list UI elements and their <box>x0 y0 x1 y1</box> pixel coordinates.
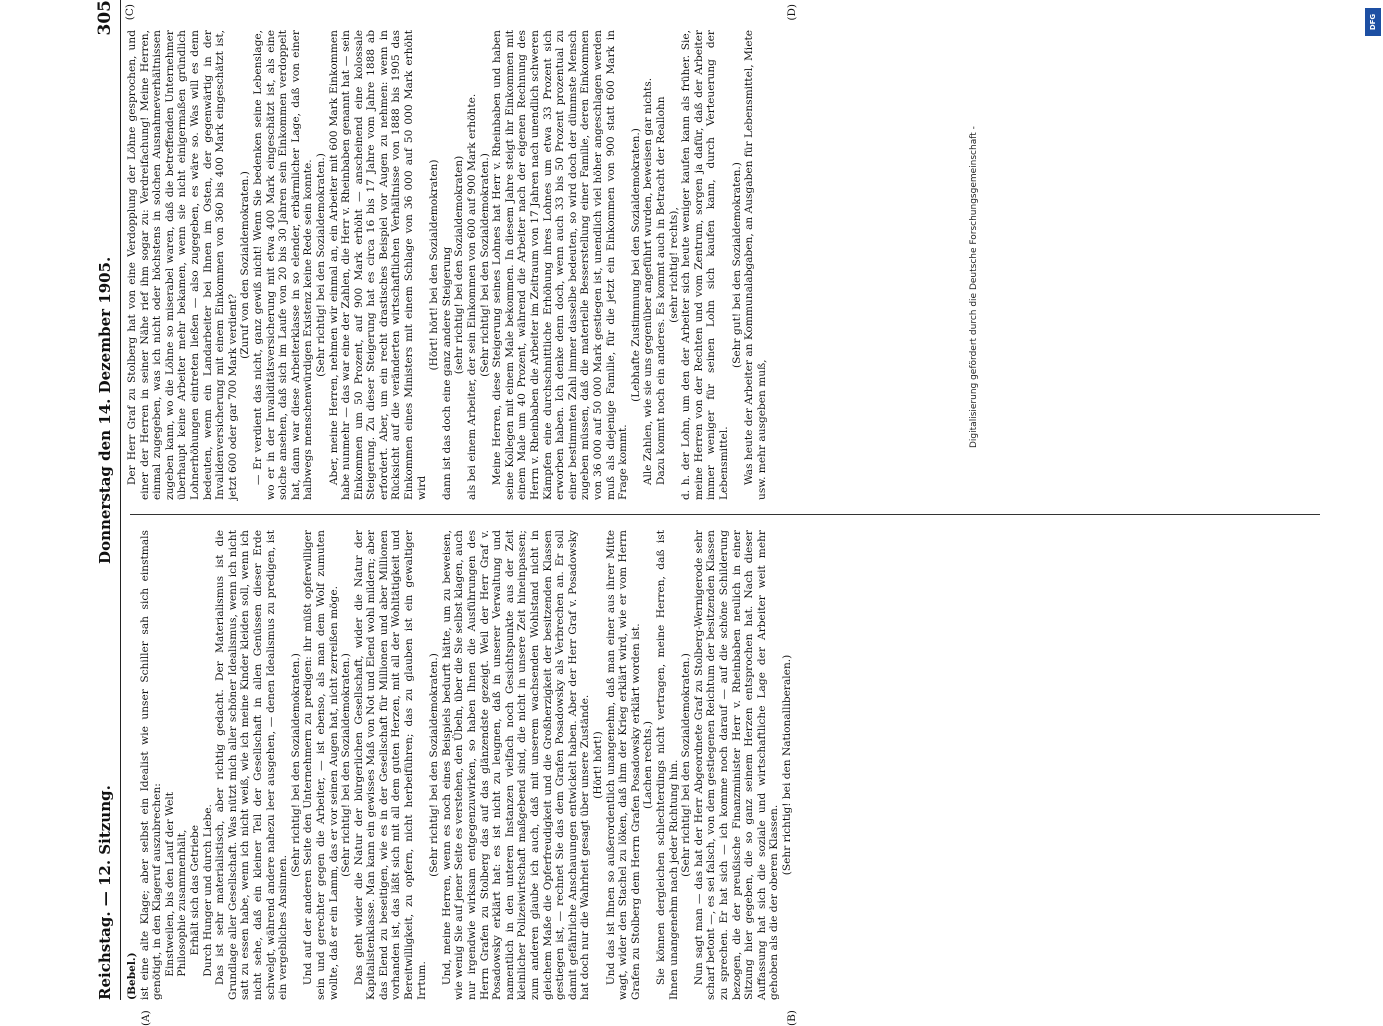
interjection: (Sehr richtig! bei den Sozialdemokraten.) <box>289 653 302 877</box>
verse-line: Durch Hunger und durch Liebe. <box>201 804 214 977</box>
interjection: (Lebhafte Zustimmung bei den Sozialdemokraten.) <box>629 128 642 402</box>
left-column <box>126 530 798 1026</box>
column-divider <box>130 514 1320 515</box>
paragraph: ist eine alte Klage; aber selbst ein Idealist wie unser Schiller sah sich einstmals genötigt, in den Klageruf auszubrechen: <box>138 530 164 1000</box>
paragraph: dann ist das doch eine ganz andere Steigerung <box>440 246 453 500</box>
paragraph: d. h. der Lohn, um den der Arbeiter sich heute weniger kaufen kann als früher. Sie, meine Herren von der Rechten und vom Zentrum, sorgen ja dafür, daß der Arbeiter immer weniger für seinen Lohn sich kaufen kann, durch Verteuerung der Lebensmittel. <box>680 30 730 500</box>
page-header <box>90 0 121 1000</box>
margin-marker-c: (C) <box>124 4 136 21</box>
interjection: (Sehr richtig! bei den Nationalliberalen.) <box>780 654 793 876</box>
header-date: Donnerstag den 14. Dezember 1905. <box>96 256 114 564</box>
verse-line: Einstweilen, bis den Lauf der Welt <box>163 792 176 977</box>
interjection: (sehr richtig! bei den Sozialdemokraten) <box>453 155 466 375</box>
paragraph: Das ist sehr materialistisch, aber richtig gedacht. Der Materialismus ist die Grundlage aller Gesellschaft. Was nützt mich aller schöner Idealismus, wenn ich nicht satt zu essen habe, wenn ich nicht weiß, wie ich meine Kinder kleiden soll, wenn ich nicht sehe, daß ein kleiner Teil der Gesellschaft in allen Genüssen dieser Erde schwelgt, während andere nahezu leer ausgehen, — denen Idealismus zu predigen, ist ein vergebliches Ansinnen. <box>214 530 290 1000</box>
rotated-page <box>60 0 1350 1026</box>
digitization-footer <box>969 8 1381 448</box>
left-column-body <box>139 530 794 1000</box>
paragraph: — Er verdient das nicht, ganz gewiß nicht! Wenn Sie bedenken seine Lebenslage, wo er in der Invaliditätsversicherung mit etwa 400 Mark eingeschätzt ist, als eine solche ansehen, daß sich im Laufe von 20 bis 30 Jahren sein Einkommen verdoppelt hat, dann war diese Arbeiterklasse in so elender, erbärmlicher Lage, daß von einer halbwegs menschenwürdigen Existenz keine Rede sein konnte. <box>251 30 315 500</box>
margin-marker-b: (B) <box>786 1010 798 1026</box>
paragraph: als bei einem Arbeiter, der sein Einkommen von 600 auf 900 Mark erhöhte. <box>466 93 479 500</box>
dfg-logo <box>1365 8 1381 36</box>
interjection: (Hört! hört!) <box>591 731 604 799</box>
digitization-note: Digitalisierung gefördert durch die Deutsche Forschungsgemeinschaft - <box>969 126 979 448</box>
paragraph: Was heute der Arbeiter an Kommunalabgaben, an Ausgaben für Lebensmittel, Miete usw. mehr ausgeben muß, <box>743 30 768 500</box>
page-number: 305 <box>95 0 115 36</box>
paragraph: Aber, meine Herren, nehmen wir einmal an, ein Arbeiter mit 600 Mark Einkommen habe nunmehr — das war eine der Zahlen, die Herr v. Rheinbaben genannt hat — sein Einkommen um 50 Prozent, auf 900 Mark erhöht — anscheinend eine kolossale Steigerung. Zu dieser Steigerung hat es circa 16 bis 17 Jahre vom Jahre 1888 ab erfordert. Aber, um ein recht drastisches Beispiel vor Augen zu nehmen: wenn in Rücksicht auf die veränderten wirtschaftlichen Verhältnisse von 1888 bis 1905 das Einkommen eines Ministers mit einem Schlage von 36 000 auf 50 000 Mark erhöht wird <box>327 30 428 500</box>
verse-line: Erhält sich das Getriebe <box>188 824 201 956</box>
paragraph: Alle Zahlen, wie sie uns gegenüber angeführt wurden, beweisen gar nichts. <box>642 77 655 486</box>
interjection: (Sehr richtig! bei den Sozialdemokraten.) <box>680 653 693 877</box>
margin-marker-a: (A) <box>140 1010 152 1026</box>
margin-marker-d: (D) <box>786 4 798 21</box>
dfg-logo-text: DFG <box>1369 13 1377 31</box>
paragraph: Und das ist Ihnen so außerordentlich unangenehm, daß man einer aus ihrer Mitte wagt, wider den Stachel zu löken, daß ihm der Krieg erklärt wird, wie er vom Herrn Grafen zu Stolberg dem Herrn Grafen Posadowsky erklärt worden ist. <box>604 530 642 1000</box>
header-session-title: Reichstag. — 12. Sitzung. <box>96 785 114 1000</box>
interjection: (Lachen rechts.) <box>642 721 655 809</box>
paragraph: Das geht wider die Natur der bürgerlichen Gesellschaft, wider die Natur der Kapitalistenklasse. Man kann ein gewisses Maß von Not und Elend wohl mildern; aber das Elend zu beseitigen, wie es in der Gesellschaft für Millionen und aber Millionen vorhanden ist, das läßt sich mit all dem guten Herzen, mit all der Wohltätigkeit und Bereitwilligkeit, zu opfern, nicht herbeiführen; das zu glauben ist ein gewaltiger Irrtum. <box>352 530 428 1000</box>
interjection: (Hört! hört! bei den Sozialdemokraten) <box>428 159 441 371</box>
right-column-body <box>126 30 768 500</box>
paragraph: Der Herr Graf zu Stolberg hat von eine Verdopplung der Löhne gesprochen, und einer der Herren in seiner Nähe rief ihm sogar zu: Verdreifachung! Meine Herren, einmal zugegeben, was ich nicht oder höchstens in solchen Ausnahmeverhältnissen zugeben kann, wo die Löhne so miserabel waren, daß die betreffenden Unternehmer überhaupt keine Arbeiter mehr bekamen, wenn sie nicht einigermaßen gründlich Lohnerhöhungen eintreten ließen — also zugegeben, es wäre so. Was will es denn bedeuten, wenn ein Landarbeiter bei Ihnen im Osten, der gegenwärtig in der Invalidenversicherung mit einem Einkommen von 360 bis 400 Mark eingeschätzt ist, jetzt 600 oder gar 700 Mark verdient? <box>126 30 239 500</box>
paragraph: Dazu kommt noch ein anderes. Es kommt auch in Betracht der Reallohn <box>654 96 667 486</box>
paragraph: Und, meine Herren, wenn es noch eines Beispiels bedurft hätte, um zu beweisen, wie wenig Sie auf jener Seite es verstehen, den Übeln, über die Sie selbst klagen, auch nur irgendwie wirksam entgegenzuwirken, so haben Ihnen die Ausführungen des Herrn Grafen zu Stolberg das auf das glänzendste gezeigt. Weil der Herr Graf v. Posadowsky erklärt hat: es ist nicht zu leugnen, daß in unserer Verwaltung und namentlich in den unteren Instanzen vielfach noch Gesichtspunkte aus der Zeit kleinlicher Polizeiwirtschaft maßgebend sind, die nicht in unsere Zeit hineinpassen; zum anderen glaube ich auch, daß mit unserem wachsenden Wohlstand nicht in gleichem Maße die Opferfreudigkeit und die Großherzigkeit der besitzenden Klassen gestiegen ist, — rechnet Sie das dem Grafen Posadowsky als Verbrechen an. Er soll damit gefährliche Anschauungen entwickelt haben. Aber der Herr Graf v. Posadowsky hat doch nur die Wahrheit gesagt über unsere Zustände. <box>440 530 592 1000</box>
interjection: (Sehr richtig! bei den Sozialdemokraten.) <box>478 153 491 377</box>
speaker-label: (Bebel.) <box>126 952 138 1000</box>
paragraph: Und auf der anderen Seite den Unternehmern zu predigen: ihr müßt opferwilliger sein und gerechter gegen die Arbeiter, — ist ebenso, als man dem Wolf zumuten wollte, daß er ein Lamm, das er vor seinen Augen hat, nicht zerreißen möge. <box>302 530 340 1000</box>
interjection: (Sehr richtig! bei den Sozialdemokraten.) <box>428 653 441 877</box>
paragraph: Meine Herren, diese Steigerung seines Lohnes hat Herr v. Rheinbaben und haben seine Kollegen mit einem Male bekommen. In diesem Jahre steigt ihr Einkommen mit einem Male um 40 Prozent, während die Arbeiter nach der eigenen Rechnung des Herrn v. Rheinbaben die Arbeiter im Zeitraum von 17 Jahren nach unendlich schweren Kämpfen eine durchschnittliche Erhöhung ihres Lohnes um etwa 33 Prozent sich erworben haben. Ich denke denn doch, wenn auch 33 bis 50 Prozent prozentual zu einer bestimmten Zahl immer dasselbe bedeuten, so wird doch der dümmste Mensch zugeben müssen, daß die materielle Besserstellung einer Familie, deren Einkommen von 36 000 auf 50 000 Mark gestiegen ist, unendlich viel höher angeschlagen werden muß als diejenige Familie, für die jetzt ein Einkommen von 900 statt 600 Mark in Frage kommt. <box>491 30 630 500</box>
verse-line: Philosophie zusammenhält, <box>176 829 189 977</box>
interjection: (Zuruf von den Sozialdemokraten.) <box>239 171 252 359</box>
paragraph: Sie können dergleichen schlechterdings nicht vertragen, meine Herren, daß ist Ihnen unangenehm nach jeder Richtung hin. <box>654 530 680 1000</box>
right-column <box>124 4 798 500</box>
paragraph: Nun sagt man — das hat der Herr Abgeordnete Graf zu Stolberg-Wernigerode sehr scharf betont —, es sei falsch, von dem gestiegenen Reichtum der besitzenden Klassen zu sprechen. Er hat sich — ich komme noch darauf — auf die schöne Schilderung bezogen, die der preußische Finanzminister Herr v. Rheinbaben neulich in einer Sitzung hier gegeben, die so ganz seinem Herzen entsprochen hat. Nach dieser Auffassung hat sich die soziale und wirtschaftliche Lage der Arbeiter weit mehr gehoben als die der oberen Klassen. <box>692 530 781 1000</box>
interjection: (Sehr richtig! bei den Sozialdemokraten.) <box>314 153 327 377</box>
interjection: (Sehr gut! bei den Sozialdemokraten.) <box>730 162 743 368</box>
interjection: (Sehr richtig! bei den Sozialdemokraten.) <box>340 653 353 877</box>
interjection: (sehr richtig! rechts), <box>667 207 680 323</box>
